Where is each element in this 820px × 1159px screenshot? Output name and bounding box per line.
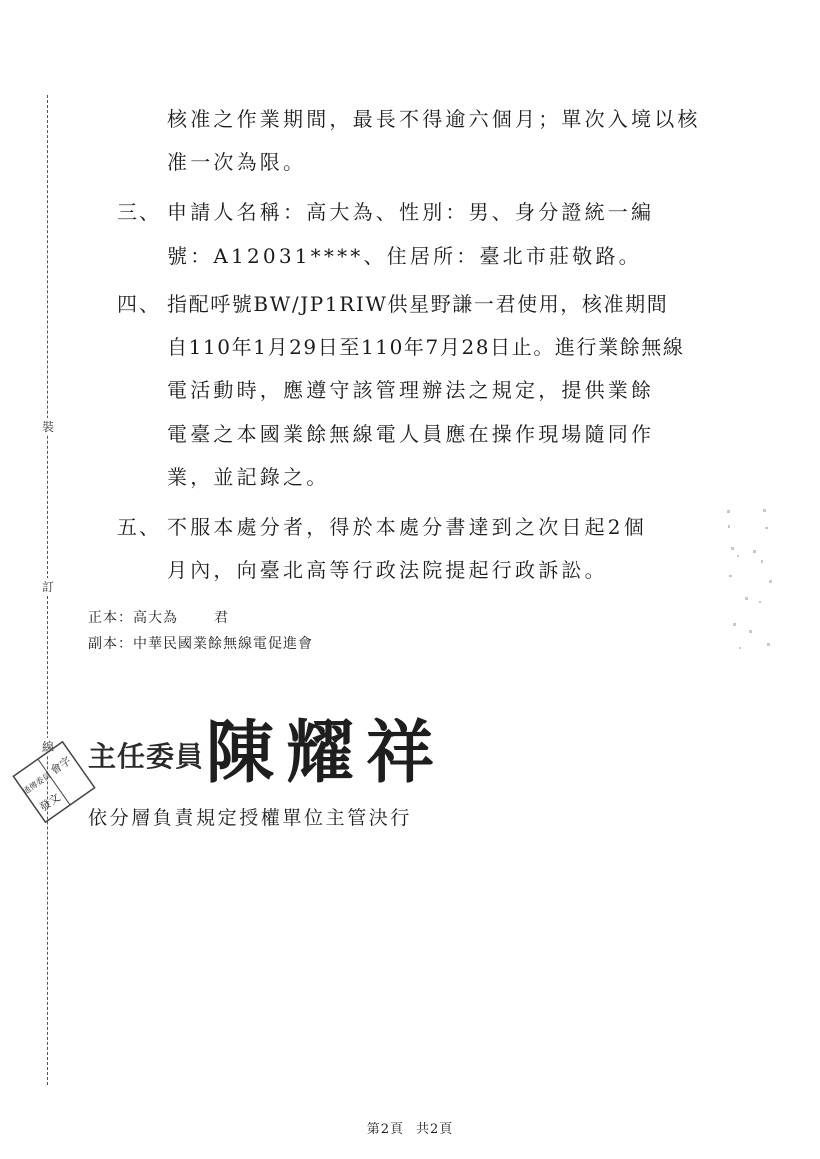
item-5-line-2: 月內，向臺北高等行政法院提起行政訴訟。: [167, 558, 608, 582]
scan-artifact-dots: [725, 505, 785, 655]
body-line-2: 准一次為限。: [167, 150, 307, 174]
duplicate-recipient: 副本：中華民國業餘無線電促進會: [88, 636, 313, 652]
item-3-number: 三、: [117, 200, 161, 224]
approval-stamp: [11, 739, 98, 825]
original-recipient-suffix: 君: [214, 610, 229, 626]
item-4-line-5: 業，並記錄之。: [167, 465, 330, 489]
item-5-number: 五、: [117, 515, 161, 539]
item-3-line-2: 號：A12031****、住居所：臺北市莊敬路。: [167, 244, 642, 268]
page-current: 第2頁: [366, 1122, 404, 1137]
item-4-line-2: 自110年1月29日至110年7月28日止。進行業餘無線: [167, 335, 685, 359]
delegation-note: 依分層負責規定授權單位主管決行: [88, 807, 413, 829]
stamp-text-a: 會字: [48, 753, 74, 778]
item-4-line-4: 電臺之本國業餘無線電人員應在操作現場隨同作: [167, 422, 655, 446]
binding-mark-zhuang: 裝: [38, 418, 58, 435]
signature-seal: [88, 700, 508, 790]
signature-name: 陳耀祥: [206, 713, 447, 790]
binding-mark-xian: 線: [38, 738, 58, 755]
item-4-line-1: 指配呼號BW/JP1RIW供星野謙一君使用，核准期間: [167, 292, 669, 316]
original-recipient-label: 正本：高大為: [88, 610, 178, 626]
item-4-line-3: 電活動時，應遵守該管理辦法之規定，提供業餘: [167, 378, 655, 402]
item-4-number: 四、: [117, 292, 161, 316]
binding-mark-ding: 訂: [38, 578, 58, 595]
original-recipient: [88, 607, 229, 627]
stamp-text-c: 發文: [37, 790, 63, 815]
page-total: 共2頁: [416, 1122, 454, 1137]
item-3-line-1: 申請人名稱：高大為、性別：男、身分證統一編: [167, 200, 655, 224]
signature-title: 主任委員: [88, 740, 205, 773]
item-5-line-1: 不服本處分者，得於本處分書達到之次日起2個: [167, 515, 647, 539]
stamp-text-b: 通傳委員: [21, 770, 53, 797]
body-line-1: 核准之作業期間，最長不得逾六個月；單次入境以核: [167, 107, 701, 131]
page-number: [0, 1118, 820, 1137]
